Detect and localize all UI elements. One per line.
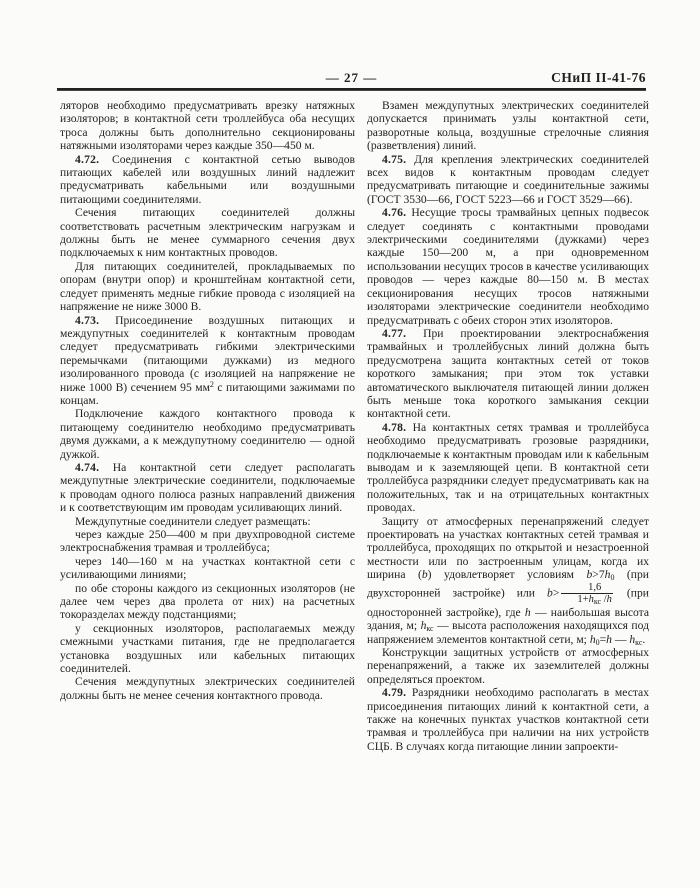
paragraph: Сечения питающих соединителей должны соответствовать расчетным электрическим нагрузкам и должны быть не менее суммарного сечения двух подключаемых к ним контактных проводов. — [60, 206, 355, 260]
paragraph: Взамен междупутных электрических соединителей допускается принимать узлы контактной сети, разворотные кольца, воздушные стрелочные слияния (разветвления) линий. — [367, 99, 649, 153]
paragraph: 4.74. На контактной сети следует располагать междупутные электрические соединители, подключаемые к проводам одного полюса разных направлений движения и к соответствующим им проводам усиливающих линий. — [60, 460, 355, 515]
paragraph: Сечения междупутных электрических соединителей должны быть не менее сечения контактного провода. — [60, 675, 355, 702]
paragraph: 4.78. На контактных сетях трамвая и троллейбуса необходимо предусматривать грозовые разрядники, подключаемые к контактным проводам или к кабельным выводам и к заземляющей цепи. В контактной сети троллейбуса разрядники следует предусматривать как на положительных, так и на отрицательных контактных проводах. — [367, 420, 649, 515]
paragraph: у секционных изоляторов, располагаемых между смежными участками питания, где не предполагается установка воздушных или кабельных питающих соединителей. — [60, 621, 355, 676]
paragraph: 4.72. Соединения с контактной сетью выводов питающих кабелей или воздушных линий надлежит предусматривать кабельными или воздушными питающими соединителями. — [60, 152, 355, 206]
paragraph: Подключение каждого контактного провода к питающему соединителю необходимо предусматривать двумя дужками, а к междупутному соединителю — одной дужкой. — [60, 407, 355, 461]
paragraph: 4.75. Для крепления электрических соединителей всех видов к контактным проводам следует предусматривать питающие и соединительные зажимы (ГОСТ 3530—66, ГОСТ 5223—66 и ГОСТ 3529—66). — [367, 152, 649, 206]
paragraph: 4.76. Несущие тросы трамвайных цепных подвесок следует соединять с контактными проводами электрическими соединителями (дужками) через каждые 150—200 м, а при одновременном использовании несущих тросов в качестве усиливающих проводов — через каждые 80—150 м. В местах секционирования несущих тросов натяжными изоляторами электрические соединители необходимо предусматривать с обеих сторон этих изоляторов. — [367, 206, 649, 327]
paragraph: Для питающих соединителей, прокладываемых по опорам (внутри опор) и кронштейнам контактной сети, следует применять медные гибкие провода с изоляцией на напряжение не ниже 3000 В. — [60, 259, 355, 314]
paragraph: Конструкции защитных устройств от атмосферных перенапряжений, а также их заземлителей должны определяться проектом. — [367, 645, 649, 686]
paragraph: Междупутные соединители следует размещать: — [75, 514, 311, 528]
inline-fraction-formula: $\frac{1,6}{1+h_{кс} /h}$ — [559, 582, 614, 606]
text-column-right — [367, 99, 649, 753]
paragraph: 4.73. Присоединение воздушных питающих и междупутных соединителей к контактным проводам следует предусматривать гибкими электрическими перемычками (питающими дужками) из медного изолированного провода (с изоляцией на напряжение не ниже 1000 В) сечением 95 $мм^2$ с питающими зажимами по концам. — [60, 313, 355, 407]
paragraph: Защиту от атмосферных перенапряжений следует проектировать на участках контактных сетей трамвая и троллейбуса, проходящих по открытой и незастроенной местности или по застроенным улицам, когда их ширина (b) удовлетворяет условиям $b>7h_0$ (при двухсторонней застройке) или b> $\frac{1,6}{1+h_{кс} /h}$ (при односторонней застройке), где h — наибольшая высота здания, м; $h_{кс}$ — высота расположения находящихся под напряжением элементов контактной сети, м; $h_0=h$ — $h_{кс}$. — [367, 514, 650, 647]
paragraph: через 140—160 м на участках контактной сети с усиливающими линиями; — [60, 554, 355, 582]
paragraph: по обе стороны каждого из секционных изоляторов (не далее чем через два пролета от них) на расчетных токоразделах между подстанциями; — [60, 581, 355, 622]
page-number: — 27 — — [325, 70, 378, 85]
paragraph: 4.79. Разрядники необходимо располагать в местах присоединения питающих линий к контактной сети, а также на конечных пунктах участков контактной сети трамвая и троллейбуса при наличии на них устройств СЦБ. В случаях когда питающие линии запроекти- — [367, 686, 649, 753]
paragraph: ляторов необходимо предусматривать врезку натяжных изоляторов; в контактной сети троллейбуса оба несущих троса должны быть дополнительно секционированы натяжными изоляторами через каждые 350—450 м. — [60, 99, 355, 153]
text-column-left — [60, 99, 355, 702]
document-code: СНиП II-41-76 — [551, 70, 646, 85]
paragraph: 4.77. При проектировании электроснабжения трамвайных и троллейбусных линий должна быть предусмотрена защита контактных сетей от токов короткого замыкания; при этом ток уставки автоматического выключателя питающей линии должен быть меньше тока короткого замыкания секции контактной сети. — [367, 326, 649, 421]
paragraph: через каждые 250—400 м при двухпроводной системе электроснабжения трамвая и троллейбуса; — [60, 528, 355, 555]
page-header — [57, 70, 646, 88]
header-rule — [57, 88, 646, 91]
